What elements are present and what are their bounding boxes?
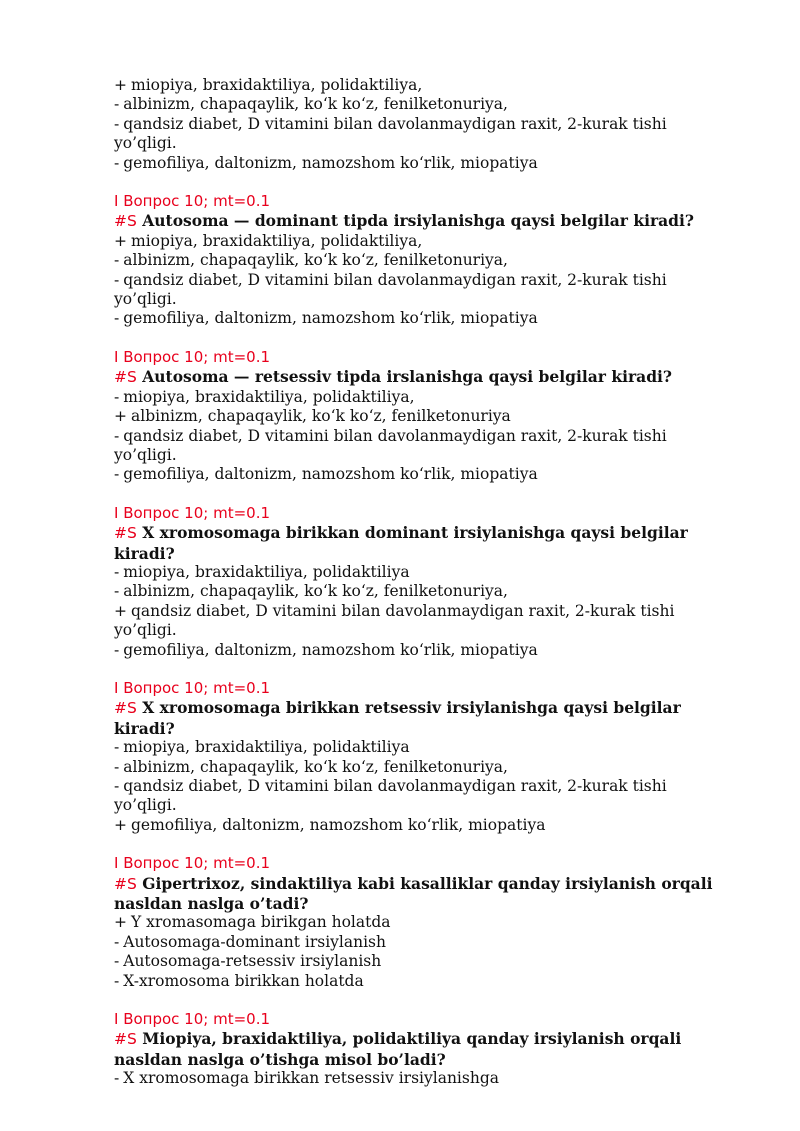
option-text: gemofiliya, daltonizm, namozshom ko‘rlik, miopatiya [123, 640, 538, 659]
option-text: X-xromosoma birikkan holatda [123, 971, 364, 990]
option-text: Y xromasomaga birikgan holatda [131, 913, 391, 932]
option-text: qandsiz diabet, D vitamini bilan davolanmaydigan raxit, 2-kurak tishi yo’qligi. [114, 270, 667, 309]
spacer [114, 835, 734, 854]
answer-option [114, 232, 734, 251]
option-text: albinizm, chapaqaylik, ko‘k ko‘z, fenilketonuriya [131, 407, 511, 426]
option-mark: - [114, 582, 120, 601]
answer-option [114, 271, 734, 310]
option-text: miopiya, braxidaktiliya, polidaktiliya, [131, 231, 423, 250]
question-tag: #S [114, 874, 137, 893]
option-mark: - [114, 251, 120, 270]
question-tag: #S [114, 699, 137, 718]
question-block [114, 173, 734, 329]
question-header: I Вопрос 10; mt=0.1 [114, 192, 271, 211]
correct-mark: + [114, 913, 127, 932]
question-body: Miopiya, braxidaktiliya, polidaktiliya qanday irsiylanish orqali nasldan naslga o’tishga misol bo’ladi? [114, 1029, 682, 1069]
answer-option [114, 1069, 734, 1088]
option-mark: - [114, 95, 120, 114]
answer-option [114, 95, 734, 114]
option-mark: - [114, 738, 120, 757]
question-block [114, 329, 734, 485]
option-mark: - [114, 1069, 120, 1088]
option-mark: - [114, 114, 120, 133]
question-text [114, 874, 734, 914]
answer-option [114, 582, 734, 601]
question-block [114, 485, 734, 660]
spacer [114, 485, 734, 504]
option-text: gemofiliya, daltonizm, namozshom ko‘rlik, miopatiya [123, 153, 538, 172]
question-text [114, 211, 734, 231]
option-mark: - [114, 971, 120, 990]
answer-option [114, 465, 734, 484]
question-text [114, 698, 734, 738]
question-text [114, 523, 734, 563]
option-text: miopiya, braxidaktiliya, polidaktiliya, [123, 387, 415, 406]
question-header: I Вопрос 10; mt=0.1 [114, 347, 271, 366]
correct-mark: + [114, 601, 127, 620]
option-mark: - [114, 932, 120, 951]
question-list [114, 173, 734, 1089]
question-block [114, 991, 734, 1089]
question-body: X xromosomaga birikkan dominant irsiylanishga qaysi belgilar kiradi? [114, 523, 688, 563]
question-header: I Вопрос 10; mt=0.1 [114, 1010, 271, 1029]
correct-mark: + [114, 76, 127, 94]
question-body: X xromosomaga birikkan retsessiv irsiylanishga qaysi belgilar kiradi? [114, 698, 681, 738]
answer-option [114, 427, 734, 466]
option-mark: - [114, 777, 120, 795]
answer-option [114, 388, 734, 407]
question-block [114, 835, 734, 991]
option-mark: - [114, 426, 120, 445]
option-text: albinizm, chapaqaylik, ko‘k ko‘z, fenilketonuriya, [123, 95, 508, 114]
question-text [114, 1029, 734, 1069]
question-tag: #S [114, 368, 137, 387]
spacer [114, 329, 734, 348]
question-tag: #S [114, 524, 137, 543]
question-tag: #S [114, 1030, 137, 1049]
option-mark: - [114, 309, 120, 328]
option-text: Autosomaga-dominant irsiylanish [123, 932, 386, 951]
option-text: gemofiliya, daltonizm, namozshom ko‘rlik, miopatiya [131, 815, 546, 834]
answer-option [114, 758, 734, 777]
correct-mark: + [114, 231, 127, 250]
question-body: Autosoma — retsessiv tipda irslanishga qaysi belgilar kiradi? [142, 367, 673, 387]
option-text: miopiya, braxidaktiliya, polidaktiliya, [131, 76, 423, 94]
option-text: qandsiz diabet, D vitamini bilan davolanmaydigan raxit, 2-kurak tishi yo’qligi. [114, 426, 667, 464]
option-text: albinizm, chapaqaylik, ko‘k ko‘z, fenilketonuriya, [123, 757, 508, 776]
answer-option [114, 76, 734, 95]
option-mark: - [114, 757, 120, 776]
question-header: I Вопрос 10; mt=0.1 [114, 854, 271, 873]
answer-option [114, 563, 734, 582]
spacer [114, 991, 734, 1010]
option-text: gemofiliya, daltonizm, namozshom ko‘rlik, miopatiya [123, 465, 538, 484]
intro-options [114, 76, 734, 173]
option-text: miopiya, braxidaktiliya, polidaktiliya [123, 738, 410, 757]
answer-option [114, 933, 734, 952]
option-text: qandsiz diabet, D vitamini bilan davolanmaydigan raxit, 2-kurak tishi yo’qligi. [114, 114, 667, 153]
option-text: Autosomaga-retsessiv irsiylanish [123, 952, 382, 971]
answer-option [114, 602, 734, 641]
question-body: Autosoma — dominant tipda irsiylanishga qaysi belgilar kiradi? [142, 211, 694, 231]
answer-option [114, 913, 734, 932]
answer-option [114, 972, 734, 991]
option-text: X xromosomaga birikkan retsessiv irsiylanishga [123, 1069, 499, 1088]
answer-option [114, 952, 734, 971]
question-header: I Вопрос 10; mt=0.1 [114, 678, 271, 697]
option-mark: - [114, 153, 120, 172]
option-text: qandsiz diabet, D vitamini bilan davolanmaydigan raxit, 2-kurak tishi yo’qligi. [114, 601, 675, 640]
answer-option [114, 738, 734, 757]
option-mark: - [114, 562, 120, 581]
answer-option [114, 641, 734, 660]
option-mark: - [114, 270, 120, 289]
option-mark: - [114, 465, 120, 484]
answer-option [114, 777, 734, 816]
answer-option [114, 816, 734, 835]
question-header: I Вопрос 10; mt=0.1 [114, 503, 271, 522]
question-text [114, 367, 734, 387]
answer-option [114, 251, 734, 270]
spacer [114, 173, 734, 192]
question-body: Gipertrixoz, sindaktiliya kabi kasalliklar qanday irsiylanish orqali nasldan naslga o’tadi? [114, 873, 713, 914]
option-text: albinizm, chapaqaylik, ko‘k ko‘z, fenilketonuriya, [123, 582, 508, 601]
answer-option [114, 407, 734, 426]
option-text: qandsiz diabet, D vitamini bilan davolanmaydigan raxit, 2-kurak tishi yo’qligi. [114, 777, 667, 815]
correct-mark: + [114, 407, 127, 426]
correct-mark: + [114, 815, 127, 834]
option-text: gemofiliya, daltonizm, namozshom ko‘rlik, miopatiya [123, 309, 538, 328]
option-mark: - [114, 387, 120, 406]
answer-option [114, 115, 734, 154]
question-tag: #S [114, 212, 137, 231]
question-block [114, 660, 734, 835]
option-text: albinizm, chapaqaylik, ko‘k ko‘z, fenilketonuriya, [123, 251, 508, 270]
option-mark: - [114, 952, 120, 971]
answer-option [114, 154, 734, 173]
document-page [114, 76, 734, 1089]
answer-option [114, 309, 734, 328]
option-text: miopiya, braxidaktiliya, polidaktiliya [123, 562, 410, 581]
option-mark: - [114, 640, 120, 659]
spacer [114, 660, 734, 679]
